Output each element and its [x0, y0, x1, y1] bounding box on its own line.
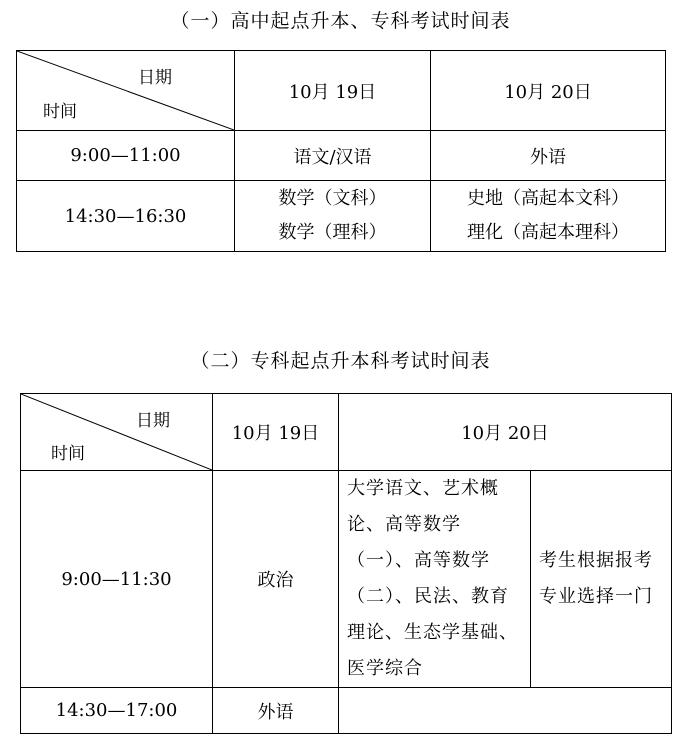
exam-schedule-table-1: [16, 50, 666, 252]
date-label: 日期: [136, 411, 170, 431]
subject-line: 史地（高起本文科）: [467, 188, 629, 209]
subject-list-cell: 大学语文、艺术概论、高等数学（一）、高等数学（二）、民法、教育理论、生态学基础、医学综合: [339, 471, 531, 688]
subject-line: 数学（文科）: [278, 188, 387, 209]
table1-header-date-1: 10月 19日: [235, 51, 431, 131]
table-row: [21, 471, 672, 688]
subject-cell: [235, 181, 431, 252]
time-cell: 9:00—11:00: [17, 131, 235, 181]
time-label: 时间: [43, 102, 77, 122]
table2-diagonal-header-cell: [21, 394, 213, 471]
diagonal-line: [21, 394, 212, 470]
exam-schedule-table-2: [20, 393, 672, 734]
time-cell: 9:00—11:30: [21, 471, 213, 688]
subject-line: 理化（高起本理科）: [467, 222, 629, 243]
time-cell: 14:30—17:00: [21, 688, 213, 734]
table1-header-row: [17, 51, 666, 131]
table2-header-date-2: 10月 20日: [339, 394, 672, 471]
table1-header-date-2: 10月 20日: [431, 51, 666, 131]
table2-header-row: [21, 394, 672, 471]
table2-header-date-1: 10月 19日: [213, 394, 339, 471]
note-cell: 考生根据报考专业选择一门: [531, 471, 672, 688]
table1-diagonal-header-cell: [17, 51, 235, 131]
table-row: [21, 688, 672, 734]
subject-cell: 政治: [213, 471, 339, 688]
table2-title: （二）专科起点升本科考试时间表: [190, 350, 491, 372]
time-cell: 14:30—16:30: [17, 181, 235, 252]
subject-cell: 语文/汉语: [235, 131, 431, 181]
subject-line: 数学（理科）: [278, 222, 387, 243]
subject-cell: 外语: [213, 688, 339, 734]
table1-title: （一）高中起点升本、专科考试时间表: [170, 10, 511, 32]
table-row: [17, 181, 666, 252]
subject-cell: 外语: [431, 131, 666, 181]
time-label: 时间: [51, 444, 85, 464]
date-label: 日期: [138, 68, 172, 88]
subject-cell: [431, 181, 666, 252]
empty-cell: [339, 688, 672, 734]
table-row: [17, 131, 666, 181]
